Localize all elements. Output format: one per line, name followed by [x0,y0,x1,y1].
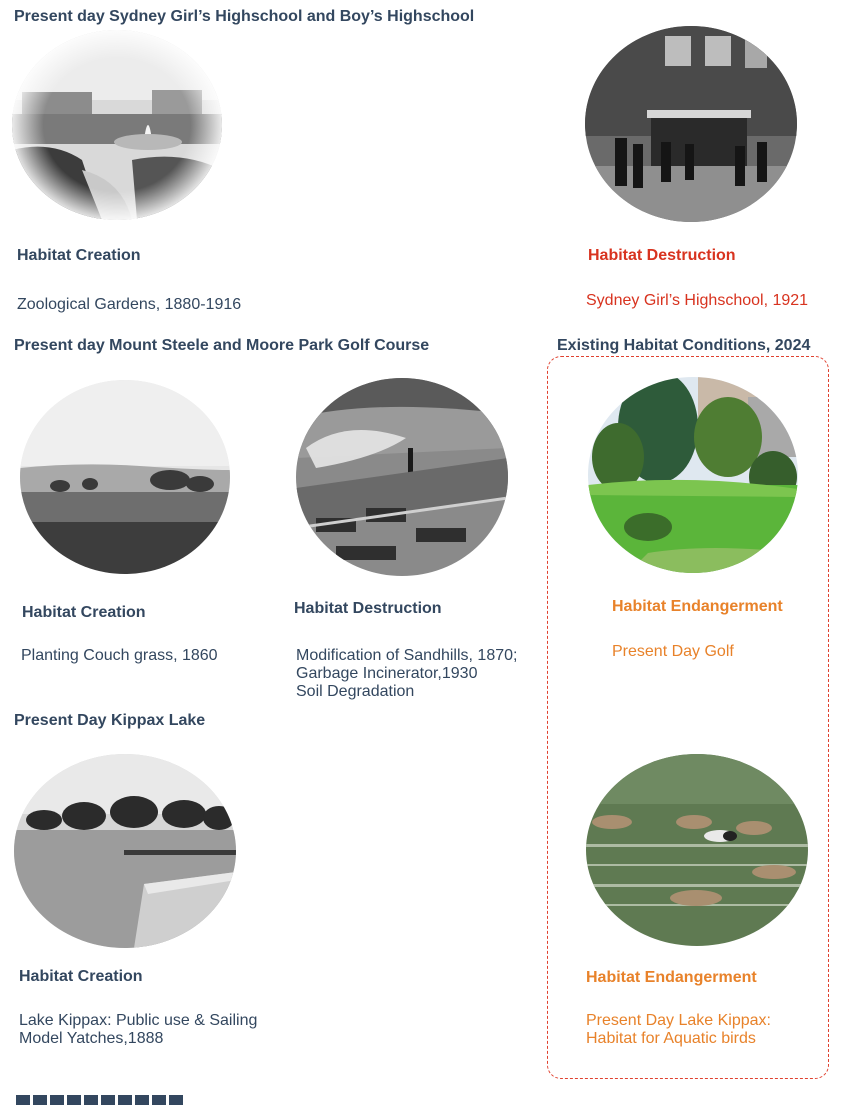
habitat-endangerment-label: Habitat Endangerment [586,969,757,986]
present-day-golf-text: Present Day Golf [612,643,734,660]
habitat-endangerment-label: Habitat Endangerment [612,598,783,615]
couch-grass-text: Planting Couch grass, 1860 [21,647,218,664]
habitat-creation-label: Habitat Creation [22,604,146,621]
zoological-gardens-text: Zoological Gardens, 1880-1916 [17,296,242,313]
habitat-creation-label: Habitat Creation [17,247,141,264]
section-heading-sydney: Present day Sydney Girl’s Highschool and Boy’s Highschool [14,8,475,25]
kippax-lake-historic-photo [14,754,236,948]
habitat-creation-label: Habitat Creation [19,968,143,985]
cut-off-heading [16,1095,186,1105]
habitat-destruction-label: Habitat Destruction [588,247,736,264]
golf-course-photo [588,377,798,573]
girls-highschool-photo [585,26,797,222]
section-heading-moore-park: Present day Mount Steele and Moore Park Golf Course [14,337,430,354]
couch-grass-photo [20,380,230,574]
lake-kippax-text: Lake Kippax: Public use & Sailing Model Yatches,1888 [19,1012,258,1047]
section-heading-existing: Existing Habitat Conditions, 2024 [557,337,811,354]
habitat-destruction-label: Habitat Destruction [294,600,442,617]
present-day-lake-text: Present Day Lake Kippax: Habitat for Aquatic birds [586,1012,771,1047]
zoological-gardens-photo [12,30,222,220]
incinerator-aerial-photo [296,378,508,576]
aquatic-birds-photo [586,754,808,946]
sandhills-incinerator-text: Modification of Sandhills, 1870; Garbage Incinerator,1930 Soil Degradation [296,647,518,700]
girls-highschool-text: Sydney Girl’s Highschool, 1921 [586,292,809,309]
section-heading-kippax: Present Day Kippax Lake [14,712,206,729]
